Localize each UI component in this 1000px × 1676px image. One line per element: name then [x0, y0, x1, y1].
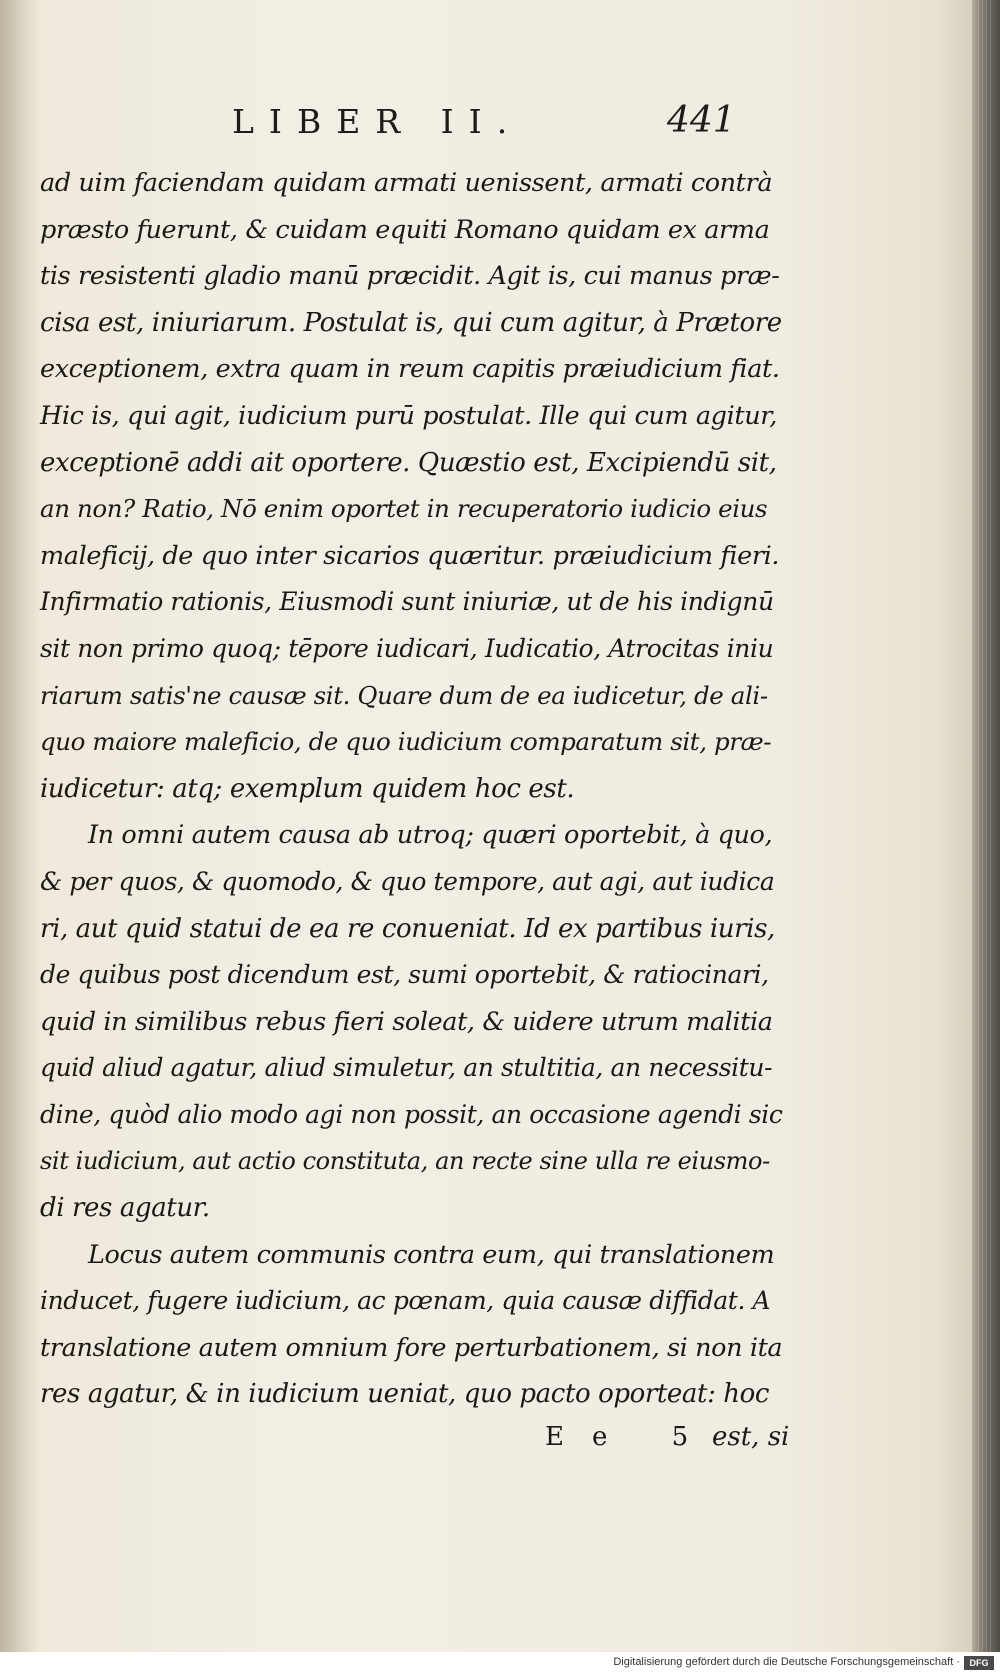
text-line: exceptionē addi ait oportere. Quæstio est, Excipiendū sit, [40, 447, 777, 478]
text-line: tis resistenti gladio manū præcidit. Agit is, cui manus præ- [40, 261, 780, 292]
credit-text: Digitalisierung gefördert durch die Deutsche Forschungsgemeinschaft · [613, 1656, 960, 1668]
text-line: sit iudicium, aut actio constituta, an recte sine ulla re eiusmo- [40, 1147, 770, 1176]
text-line: inducet, fugere iudicium, ac pœnam, quia causæ diffidat. A [40, 1286, 771, 1316]
text-line: ad uim faciendam quidam armati uenissent, armati contrà [40, 168, 773, 198]
text-line: iudicetur: atq; exemplum quidem hoc est. [40, 773, 575, 804]
text-line: exceptionem, extra quam in reum capitis præiudicium fiat. [40, 354, 780, 385]
catchword-line [40, 1422, 820, 1462]
text-line: cisa est, iniuriarum. Postulat is, qui cum agitur, à Prætore [40, 307, 782, 338]
page-number: 441 [667, 100, 736, 141]
text-line: quo maiore maleficio, de quo iudicium comparatum sit, præ- [40, 727, 772, 757]
running-title: LIBER II. [232, 102, 523, 141]
text-line: sit non primo quoq; tēpore iudicari, Iudicatio, Atrocitas iniu [40, 633, 774, 663]
text-line: quid in similibus rebus fieri soleat, & uidere utrum malitia [40, 1006, 773, 1037]
text-line: quid aliud agatur, aliud simuletur, an stultitia, an necessitu- [40, 1053, 773, 1083]
signature-mark: Ee 5 [545, 1422, 717, 1452]
paragraph-start-line: Locus autem communis contra eum, qui translationem [88, 1239, 775, 1270]
running-head [42, 102, 762, 150]
page-edge-lines [978, 0, 994, 1652]
text-line: ri, aut quid statui de ea re conueniat. Id ex partibus iuris, [40, 913, 775, 944]
catchword: est, si [712, 1422, 790, 1452]
text-line: res agatur, & in iudicium ueniat, quo pacto oporteat: hoc [40, 1379, 770, 1410]
text-line: & per quos, & quomodo, & quo tempore, aut agi, aut iudica [40, 866, 775, 896]
credit-bar [0, 1652, 1000, 1676]
text-line: dine, quòd alio modo agi non possit, an occasione agendi sic [40, 1099, 783, 1129]
text-line: maleficij, de quo inter sicarios quæritur. præiudicium fieri. [40, 540, 780, 571]
text-line: di res agatur. [40, 1193, 210, 1224]
paragraph-start-line: In omni autem causa ab utroq; quæri oportebit, à quo, [88, 820, 773, 851]
text-line: an non? Ratio, Nō enim oportet in recuperatorio iudicio eius [40, 494, 768, 524]
text-line: riarum satis'ne causæ sit. Quare dum de ea iudicetur, de ali- [40, 680, 768, 710]
text-line: de quibus post dicendum est, sumi oportebit, & ratiocinari, [40, 960, 769, 990]
text-line: præsto fuerunt, & cuidam equiti Romano quidam ex arma [40, 214, 770, 245]
dfg-logo: DFG [964, 1656, 994, 1670]
text-block [40, 160, 790, 1452]
binding-shadow [0, 0, 40, 1652]
text-line: Infirmatio rationis, Eiusmodi sunt iniuriæ, ut de his indignū [40, 587, 774, 617]
text-line: Hic is, qui agit, iudicium purū postulat. Ille qui cum agitur, [40, 400, 777, 431]
text-line: translatione autem omnium fore perturbationem, si non ita [40, 1332, 783, 1363]
